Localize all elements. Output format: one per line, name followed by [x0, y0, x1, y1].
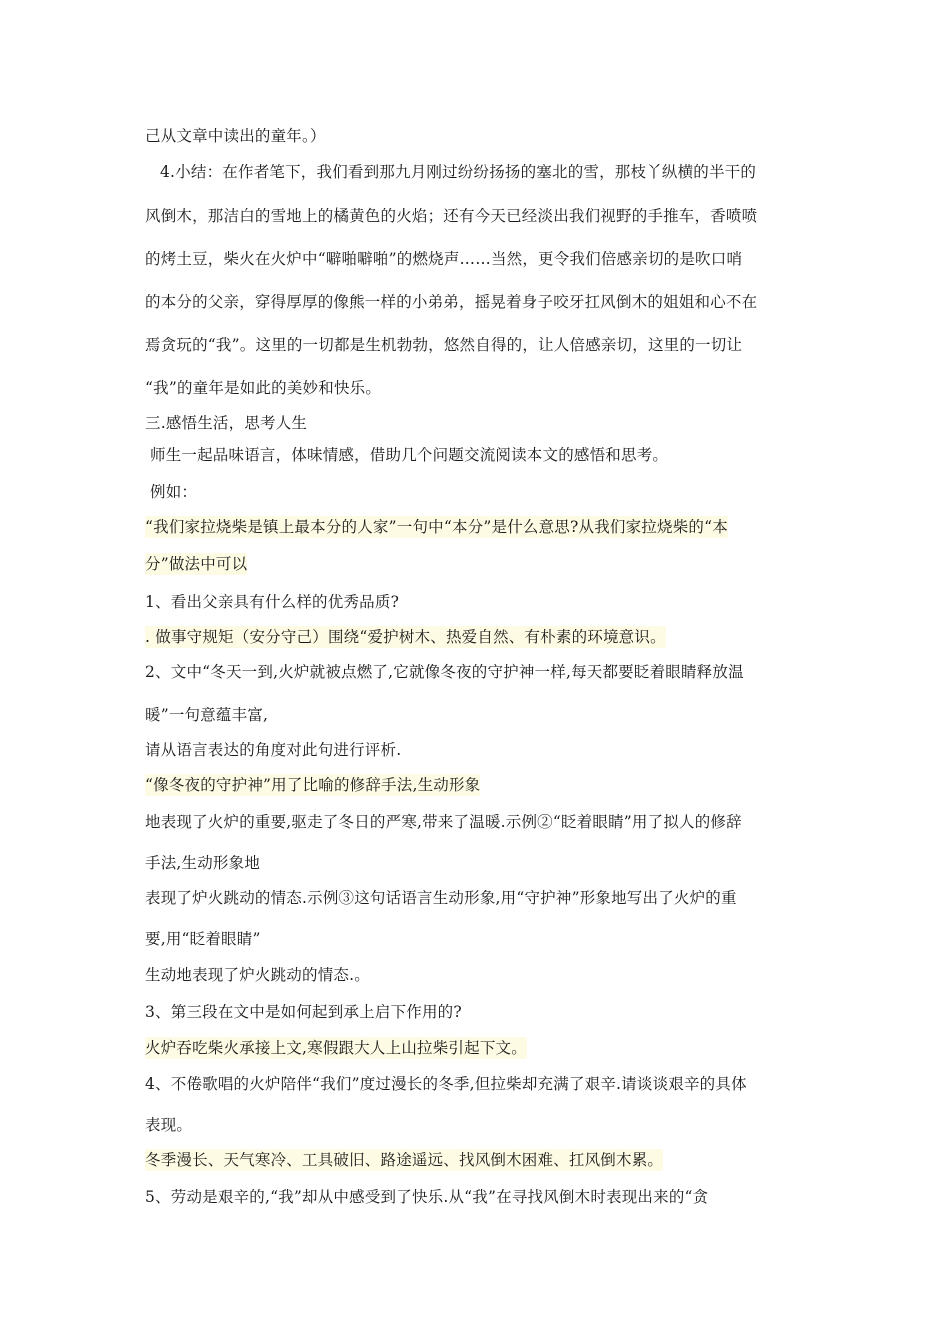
- answer-line: 要,用“眨着眼睛”: [145, 930, 261, 948]
- answer-line: 地表现了火炉的重要,驱走了冬日的严寒,带来了温暖.示例②“眨着眼睛”用了拟人的修辞: [145, 813, 742, 831]
- answer-line: 冬季漫长、天气寒冷、工具破旧、路途遥远、找风倒木困难、扛风倒木累。: [145, 1151, 664, 1169]
- answer-line: 表现了炉火跳动的情态.示例③这句话语言生动形象,用“守护神”形象地写出了火炉的重: [145, 889, 737, 907]
- question-line: 5、劳动是艰辛的,“我”却从中感受到了快乐.从“我”在寻找风倒木时表现出来的“贪: [145, 1188, 709, 1206]
- summary-paragraph-line: 4.小结：在作者笔下，我们看到那九月刚过纷纷扬扬的塞北的雪，那枝丫纵横的半干的: [160, 163, 757, 181]
- summary-paragraph-line: 风倒木，那洁白的雪地上的橘黄色的火焰；还有今天已经淡出我们视野的手推车，香喷喷: [145, 207, 758, 225]
- question-line: 2、文中“冬天一到,火炉就被点燃了,它就像冬夜的守护神一样,每天都要眨着眼睛释放温: [145, 663, 744, 681]
- question-line: 暖”一句意蕴丰富,: [145, 706, 269, 724]
- text-line: 师生一起品味语言，体味情感，借助几个问题交流阅读本文的感悟和思考。: [150, 446, 669, 464]
- question-line: “我们家拉烧柴是镇上最本分的人家”一句中“本分”是什么意思?从我们家拉烧柴的“本: [145, 518, 728, 536]
- summary-paragraph-line: 的烤土豆，柴火在火炉中“噼啪噼啪”的燃烧声……当然，更令我们倍感亲切的是吹口哨: [145, 250, 743, 268]
- summary-paragraph-line: 焉贪玩的“我”。这里的一切都是生机勃勃，悠然自得的，让人倍感亲切，这里的一切让: [145, 336, 743, 354]
- summary-paragraph-line: “我”的童年是如此的美妙和快乐。: [145, 379, 382, 397]
- answer-line: 手法,生动形象地: [145, 854, 261, 872]
- question-line: 3、第三段在文中是如何起到承上启下作用的?: [145, 1003, 462, 1021]
- section-heading: 三.感悟生活，思考人生: [145, 414, 308, 432]
- question-line: 表现。: [145, 1116, 193, 1134]
- summary-paragraph-line: 的本分的父亲，穿得厚厚的像熊一样的小弟弟，摇晃着身子咬牙扛风倒木的姐姐和心不在: [145, 293, 758, 311]
- answer-line: “像冬夜的守护神”用了比喻的修辞手法,生动形象: [145, 776, 481, 794]
- text-line: 例如：: [150, 483, 198, 501]
- question-line: 4、不倦歌唱的火炉陪伴“我们”度过漫长的冬季,但拉柴却充满了艰辛.请谈谈艰辛的具体: [145, 1075, 747, 1093]
- question-line: 请从语言表达的角度对此句进行评析.: [145, 741, 402, 759]
- answer-line: 火炉吞吃柴火承接上文,寒假跟大人上山拉柴引起下文。: [145, 1039, 527, 1057]
- question-line: 1、看出父亲具有什么样的优秀品质?: [145, 593, 400, 611]
- text-line: 己从文章中读出的童年。）: [145, 127, 326, 145]
- answer-line: . 做事守规矩（安分守己）围绕“爱护树木、热爱自然、有朴素的环境意识。: [145, 628, 666, 646]
- question-line: 分”做法中可以: [145, 555, 248, 573]
- answer-line: 生动地表现了炉火跳动的情态.。: [145, 966, 370, 984]
